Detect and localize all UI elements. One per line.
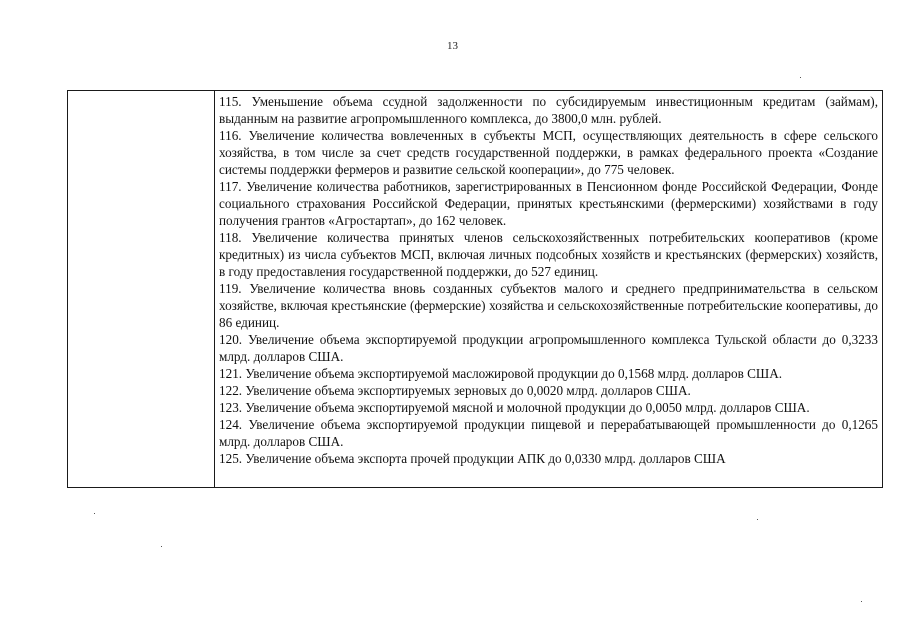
table-right-cell: [215, 91, 882, 487]
scan-speck: [757, 519, 758, 520]
list-item: 116. Увеличение количества вовлеченных в субъекты МСП, осуществляющих деятельность в сфере сельского хозяйства, в том числе за счет средств государственной поддержки, в рамках федерального проекта «Создание системы поддержки фермеров и развитие сельской кооперации», до 775 человек.: [219, 128, 878, 177]
list-item: 119. Увеличение количества вновь созданных субъектов малого и среднего предпринимательства в сельском хозяйстве, включая крестьянские (фермерские) хозяйства и сельскохозяйственные потребительские кооперативы, до 86 единиц.: [219, 281, 878, 330]
list-item: 115. Уменьшение объема ссудной задолженности по субсидируемым инвестиционным кредитам (займам), выданным на развитие агропромышленного комплекса, до 3800,0 млн. рублей.: [219, 94, 878, 126]
scan-speck: [161, 546, 162, 547]
table-left-cell: [68, 91, 215, 487]
page-number: 13: [447, 40, 458, 52]
scan-speck: [861, 601, 862, 602]
scan-speck: [800, 77, 801, 78]
list-item: 118. Увеличение количества принятых членов сельскохозяйственных потребительских кооперативов (кроме кредитных) из числа субъектов МСП, включая личных подсобных хозяйств и крестьянских (фермерских) хозяйств, в году предоставления государственной поддержки, до 527 единиц.: [219, 230, 878, 279]
list-item: 124. Увеличение объема экспортируемой продукции пищевой и перерабатывающей промышленности до 0,1265 млрд. долларов США.: [219, 417, 878, 449]
list-item: 120. Увеличение объема экспортируемой продукции агропромышленного комплекса Тульской области до 0,3233 млрд. долларов США.: [219, 332, 878, 364]
list-item: 125. Увеличение объема экспорта прочей продукции АПК до 0,0330 млрд. долларов США: [219, 451, 726, 466]
scan-speck: [94, 513, 95, 514]
list-item: 117. Увеличение количества работников, зарегистрированных в Пенсионном фонде Российской Федерации, Фонде социального страхования Российской Федерации, принятых крестьянскими (фермерскими) хозяйствами в году получения грантов «Агростартап», до 162 человек.: [219, 179, 878, 228]
list-item: 123. Увеличение объема экспортируемой мясной и молочной продукции до 0,0050 млрд. долларов США.: [219, 400, 810, 415]
list-item: 122. Увеличение объема экспортируемых зерновых до 0,0020 млрд. долларов США.: [219, 383, 691, 398]
indicators-table: [67, 90, 883, 488]
list-item: 121. Увеличение объема экспортируемой масложировой продукции до 0,1568 млрд. долларов США.: [219, 366, 783, 381]
